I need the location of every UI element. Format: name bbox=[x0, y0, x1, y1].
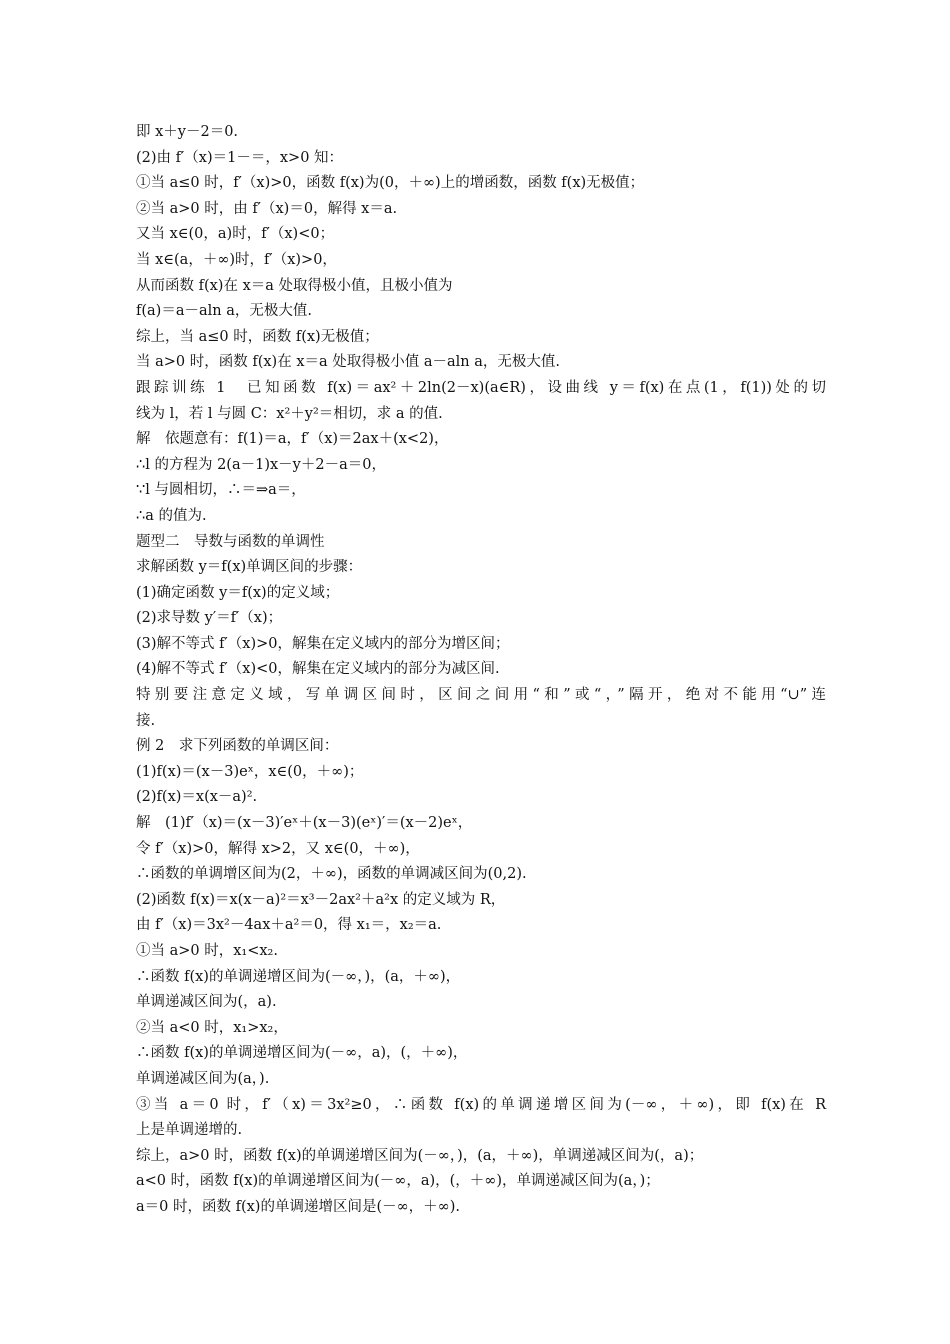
text-line: ②当 a>0 时，由 f′（x)＝0，解得 x＝a. bbox=[136, 200, 398, 217]
text-line: ∴函数 f(x)的单调递增区间为(－∞，)，(a，＋∞)， bbox=[136, 968, 461, 985]
text-line: 单调递减区间为(，a). bbox=[136, 994, 277, 1011]
example-heading: 例 2 求下列函数的单调区间： bbox=[136, 738, 339, 755]
text-line: 解 依题意有：f(1)＝a，f′（x)＝2ax＋(x<2)， bbox=[136, 431, 449, 448]
text-line: 当 x∈(a，＋∞)时，f′（x)>0， bbox=[136, 251, 337, 268]
text-line: 即 x＋y－2＝0. bbox=[136, 124, 239, 140]
text-line: 从而函数 f(x)在 x＝a 处取得极小值，且极小值为 bbox=[136, 277, 453, 294]
text-line: (2)f(x)＝x(x－a)². bbox=[136, 789, 258, 806]
text-line: ∴函数的单调增区间为(2，＋∞)，函数的单调减区间为(0,2). bbox=[136, 866, 527, 883]
document-page bbox=[136, 120, 826, 1221]
text-line: (3)解不等式 f′（x)>0，解集在定义域内的部分为增区间； bbox=[136, 635, 510, 652]
text-line: 单调递减区间为(a，). bbox=[136, 1070, 270, 1087]
text-line: 当 a>0 时，函数 f(x)在 x＝a 处取得极小值 a－aln a，无极大值. bbox=[136, 354, 560, 371]
text-line: ∵l 与圆相切，∴＝⇒a＝， bbox=[136, 482, 306, 499]
text-line: 求解函数 y＝f(x)单调区间的步骤： bbox=[136, 559, 363, 576]
text-line: ③当 a＝0 时，f′（x)＝3x²≥0，∴函数 f(x)的单调递增区间为(－∞，＋∞)，即 f(x)在 R bbox=[136, 1096, 826, 1113]
text-line: 上是单调递增的. bbox=[136, 1122, 243, 1139]
text-line: (1)f(x)＝(x－3)eˣ，x∈(0，＋∞)； bbox=[136, 763, 364, 780]
section-heading: 题型二 导数与函数的单调性 bbox=[136, 533, 325, 550]
text-line: 综上，a>0 时，函数 f(x)的单调递增区间为(－∞，)，(a，＋∞)，单调递减区间为(，a)； bbox=[136, 1147, 704, 1164]
text-line: ①当 a≤0 时，f′（x)>0，函数 f(x)为(0，＋∞)上的增函数，函数 f(x)无极值； bbox=[136, 175, 645, 192]
text-line: ∴a 的值为. bbox=[136, 507, 207, 524]
text-line: 又当 x∈(0，a)时，f′（x)<0； bbox=[136, 226, 335, 243]
text-line: ∴l 的方程为 2(a－1)x－y＋2－a＝0， bbox=[136, 456, 386, 473]
text-line: (4)解不等式 f′（x)<0，解集在定义域内的部分为减区间. bbox=[136, 661, 500, 678]
text-line: 跟踪训练 1 已知函数 f(x)＝ax²＋2ln(2－x)(a∈R)，设曲线 y＝f(x)在点(1，f(1))处的切 bbox=[136, 379, 826, 396]
text-line: ②当 a<0 时，x₁>x₂， bbox=[136, 1019, 288, 1036]
text-line: 由 f′（x)＝3x²－4ax＋a²＝0，得 x₁＝，x₂＝a. bbox=[136, 917, 442, 934]
text-line: f(a)＝a－aln a，无极大值. bbox=[136, 303, 312, 320]
text-line: ①当 a>0 时，x₁<x₂. bbox=[136, 943, 278, 959]
text-line: 接. bbox=[136, 712, 156, 729]
text-line: 令 f′（x)>0，解得 x>2，又 x∈(0，＋∞)， bbox=[136, 840, 420, 857]
text-line: 解 (1)f′（x)＝(x－3)′eˣ＋(x－3)(eˣ)′＝(x－2)eˣ， bbox=[136, 815, 473, 832]
text-line: a<0 时，函数 f(x)的单调递增区间为(－∞，a)，(，＋∞)，单调递减区间为(a，)； bbox=[136, 1173, 660, 1190]
text-line: (2)由 f′（x)＝1－＝，x>0 知： bbox=[136, 149, 344, 166]
text-line: ∴函数 f(x)的单调递增区间为(－∞，a)，(，＋∞)， bbox=[136, 1045, 468, 1062]
text-line: (1)确定函数 y＝f(x)的定义域； bbox=[136, 584, 340, 601]
text-line: 线为 l，若 l 与圆 C：x²＋y²＝相切，求 a 的值. bbox=[136, 405, 443, 422]
text-line: (2)求导数 y′＝f′（x)； bbox=[136, 610, 283, 627]
text-line: 特别要注意定义域，写单调区间时，区间之间用“和”或“，”隔开，绝对不能用“∪”连 bbox=[136, 687, 826, 704]
text-line: 综上，当 a≤0 时，函数 f(x)无极值； bbox=[136, 328, 379, 345]
text-line: a＝0 时，函数 f(x)的单调递增区间是(－∞，＋∞). bbox=[136, 1198, 461, 1215]
text-line: (2)函数 f(x)＝x(x－a)²＝x³－2ax²＋a²x 的定义域为 R， bbox=[136, 891, 506, 908]
